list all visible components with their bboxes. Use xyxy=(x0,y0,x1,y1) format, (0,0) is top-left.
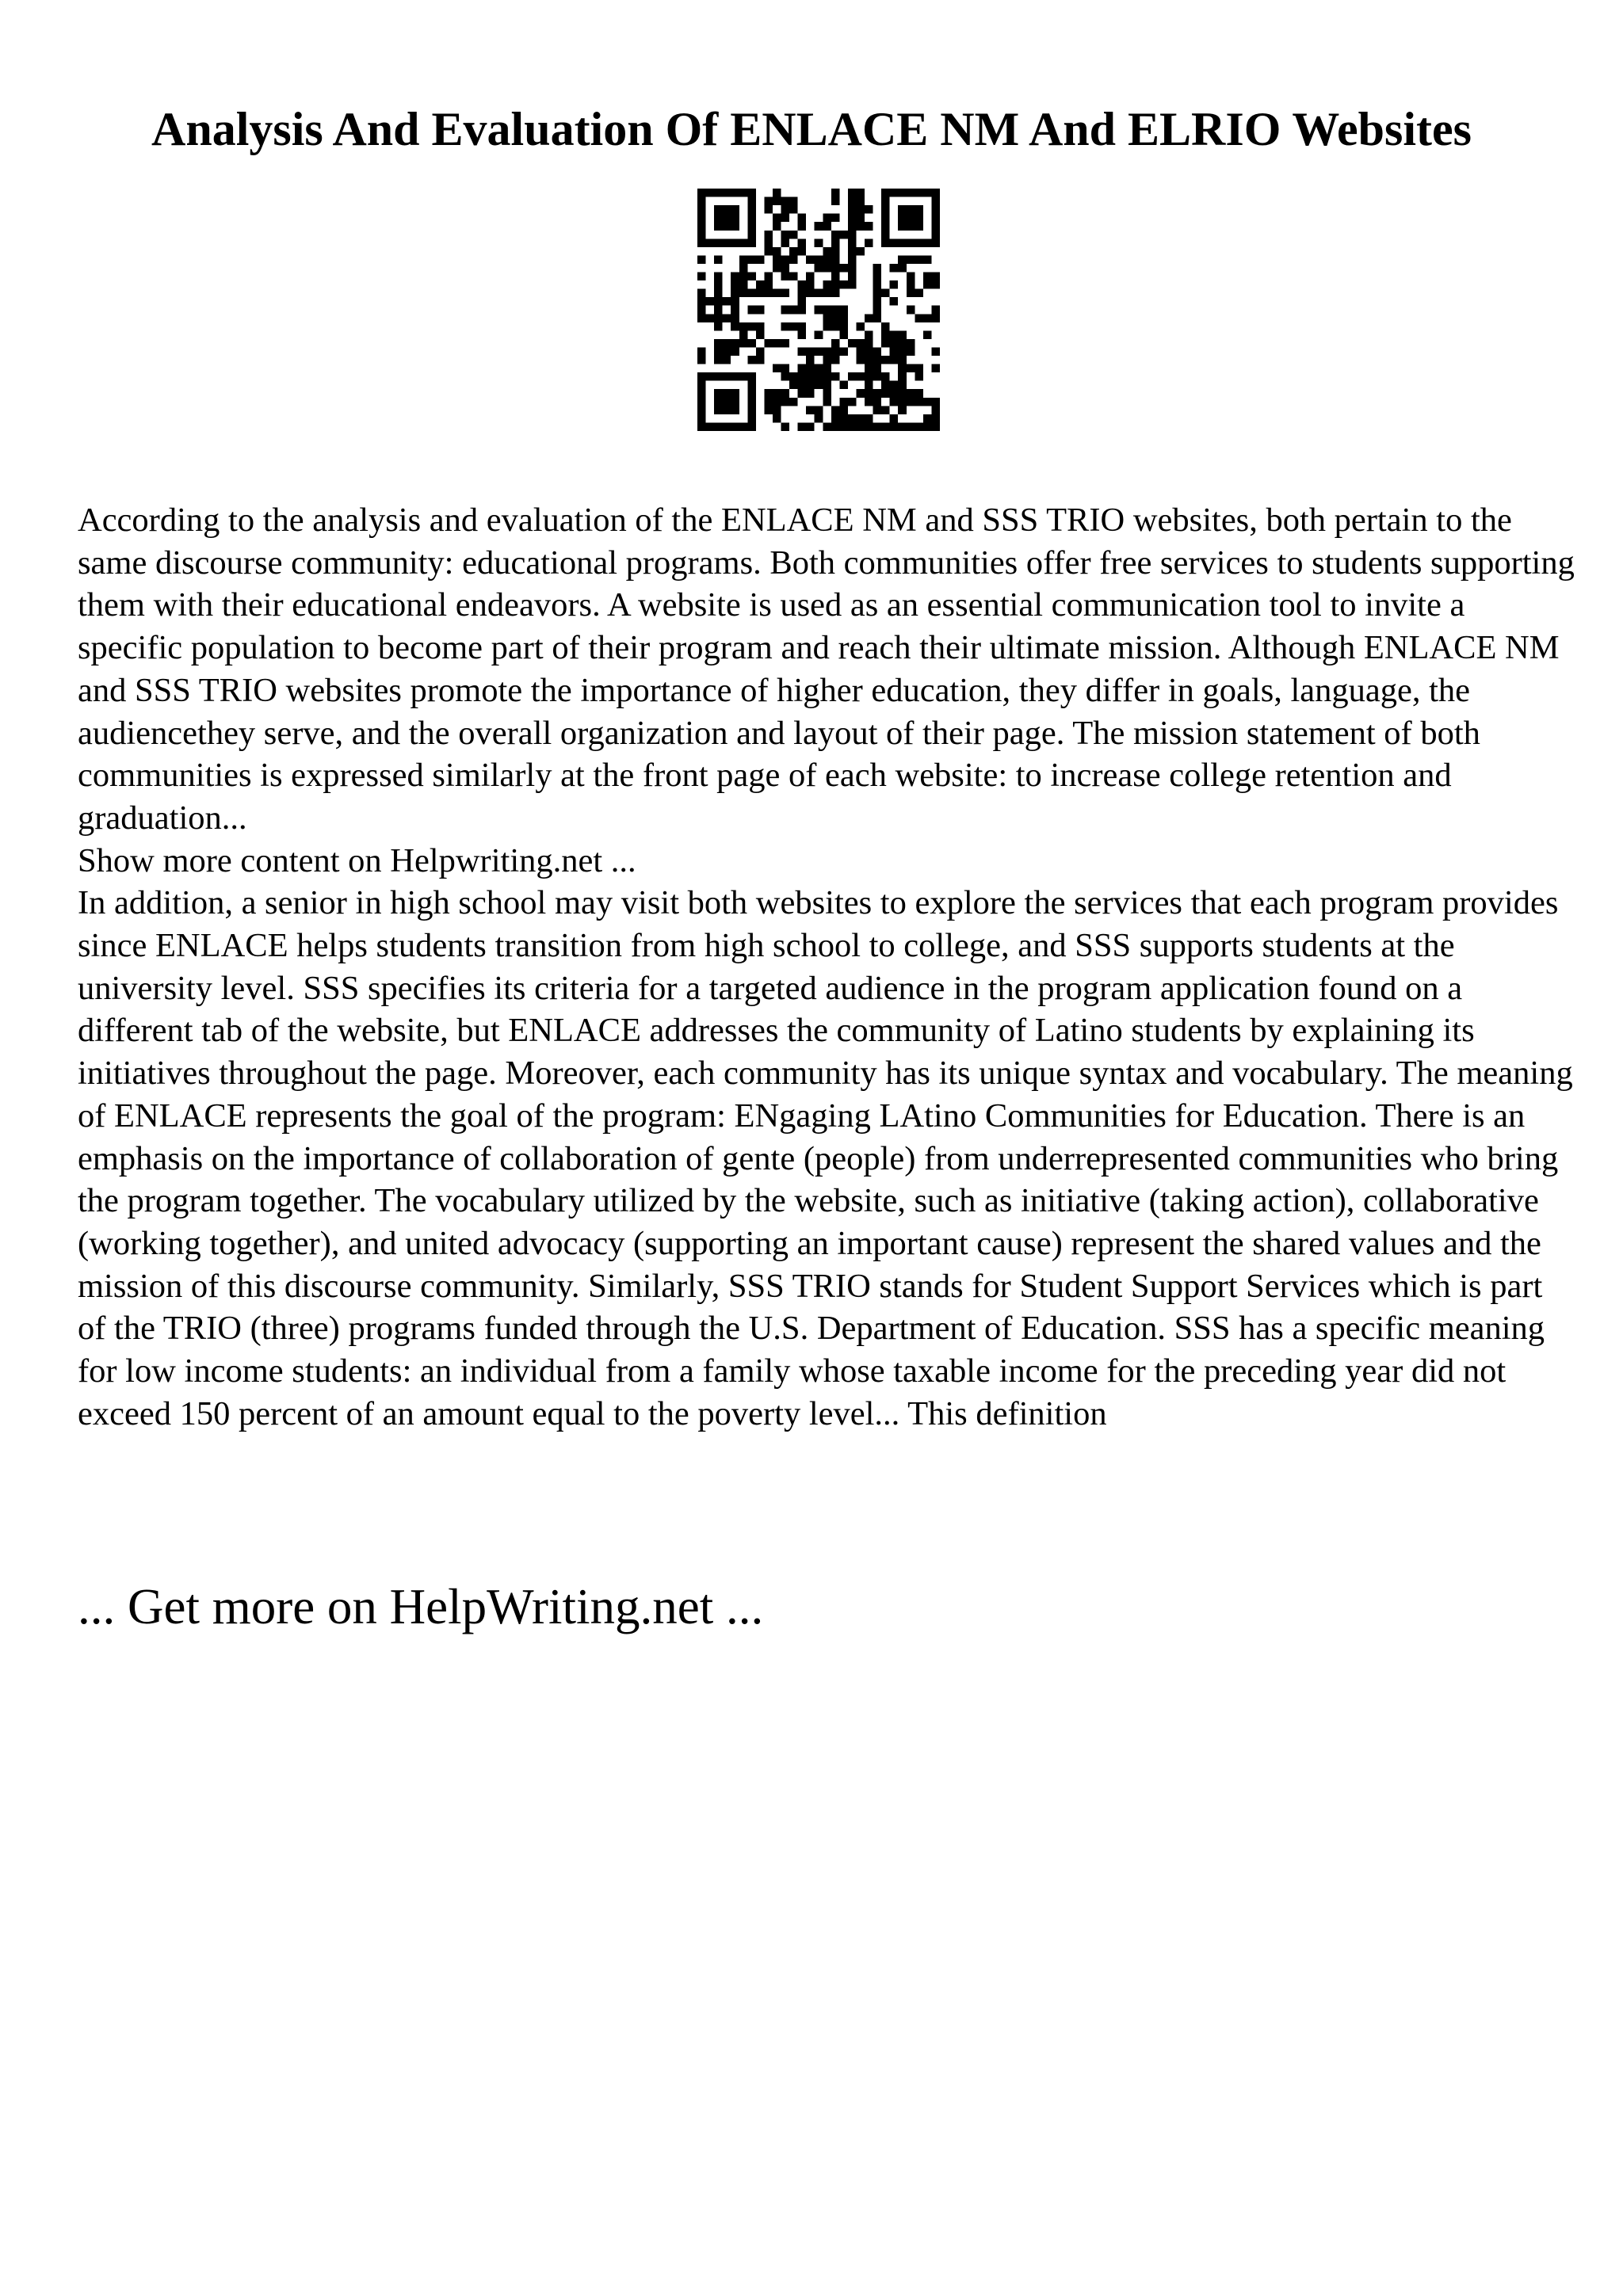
show-more-link[interactable]: Show more content on Helpwriting.net ... xyxy=(78,841,636,879)
document-title: Analysis And Evaluation Of ENLACE NM And ELRIO Websites xyxy=(151,103,1472,155)
document-body xyxy=(78,499,1575,1435)
get-more-link[interactable]: ... Get more on HelpWriting.net ... xyxy=(78,1579,764,1634)
paragraph-main: In addition, a senior in high school may visit both websites to explore the services that each program provides since ENLACE helps students transition from high school to college, and SSS supports students at the university level. SSS specifies its criteria for a targeted audience in the program application found on a different tab of the website, but ENLACE addresses the community of Latino students by explaining its initiatives throughout the page. Moreover, each community has its unique syntax and vocabulary. The meaning of ENLACE represents the goal of the program: ENgaging LAtino Communities for Education. There is an emphasis on the importance of collaboration of gente (people) from underrepresented communities who bring the program together. The vocabulary utilized by the website, such as initiative (taking action), collaborative (working together), and united advocacy (supporting an important cause) represent the shared values and the mission of this discourse community. Similarly, SSS TRIO stands for Student Support Services which is part of the TRIO (three) programs funded through the U.S. Department of Education. SSS has a specific meaning for low income students: an individual from a family whose taxable income for the preceding year did not exceed 150 percent of an amount equal to the poverty level... This definition xyxy=(78,884,1573,1432)
qr-code-icon xyxy=(697,189,940,431)
paragraph-intro: According to the analysis and evaluation of the ENLACE NM and SSS TRIO websites, both pertain to the same discourse community: educational programs. Both communities offer free services to students supporting them with their educational endeavors. A website is used as an essential communication tool to invite a specific population to become part of their program and reach their ultimate mission. Although ENLACE NM and SSS TRIO websites promote the importance of higher education, they differ in goals, language, the audiencethey serve, and the overall organization and layout of their page. The mission statement of both communities is expressed similarly at the front page of each website: to increase college retention and graduation... xyxy=(78,502,1575,837)
